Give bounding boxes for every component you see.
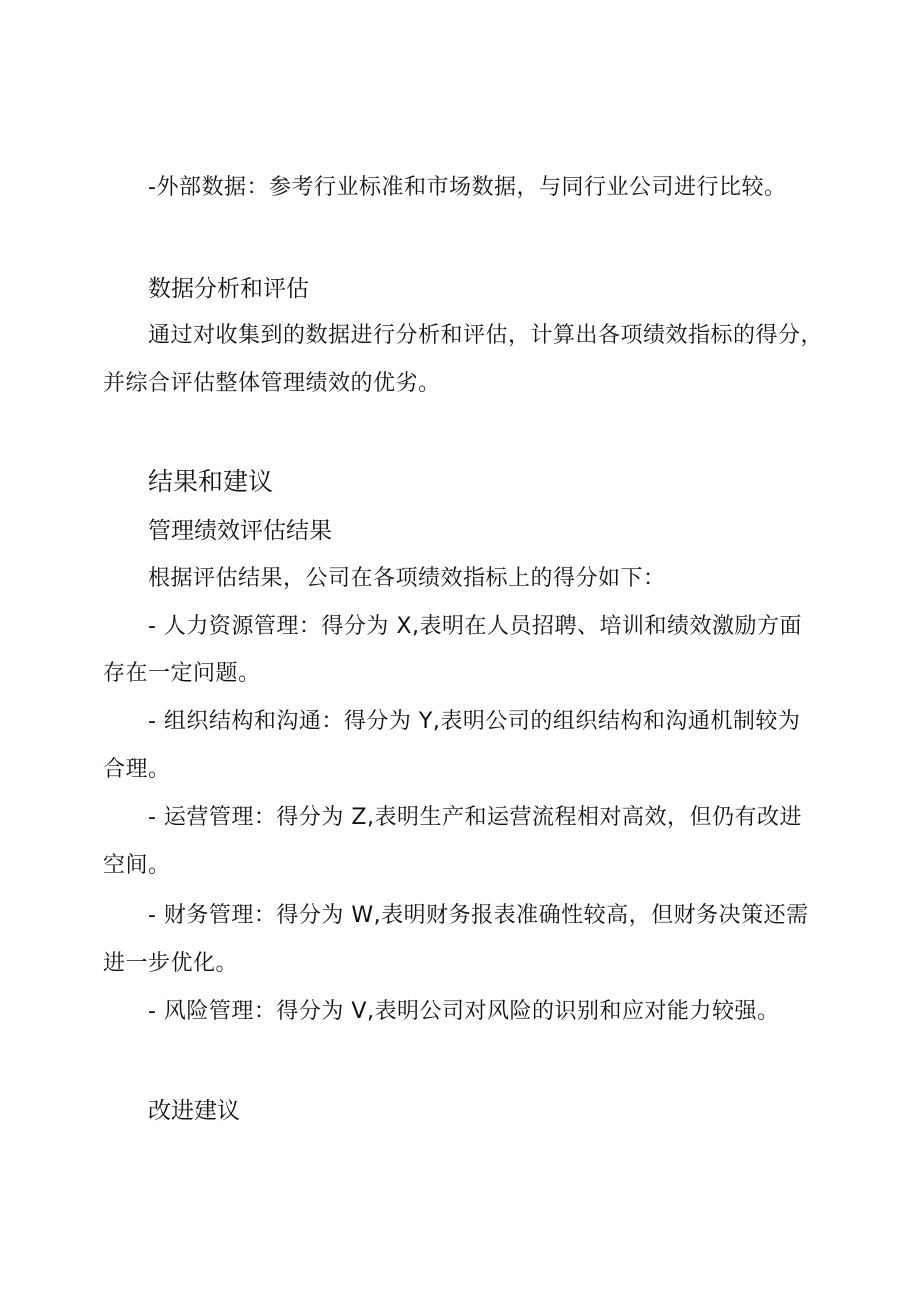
results-heading: 结果和建议	[148, 467, 274, 496]
fin-item-line-1: - 财务管理：得分为 W,表明财务报表准确性较高，但财务决策还需	[148, 903, 809, 928]
org-item-line-2: 合理。	[103, 757, 171, 782]
ops-item-line-2: 空间。	[103, 853, 171, 878]
risk-item-line-1: - 风险管理：得分为 V,表明公司对风险的识别和应对能力较强。	[148, 999, 780, 1024]
results-intro: 根据评估结果，公司在各项绩效指标上的得分如下：	[148, 566, 666, 591]
org-item-line-1: - 组织结构和沟通：得分为 Y,表明公司的组织结构和沟通机制较为	[148, 709, 801, 734]
analysis-paragraph-line-2: 并综合评估整体管理绩效的优劣。	[103, 371, 441, 396]
analysis-paragraph-line-1: 通过对收集到的数据进行分析和评估，计算出各项绩效指标的得分，	[148, 323, 824, 348]
improve-heading: 改进建议	[148, 1098, 240, 1124]
ops-item-line-1: - 运营管理：得分为 Z,表明生产和运营流程相对高效，但仍有改进	[148, 805, 802, 830]
analysis-heading: 数据分析和评估	[148, 276, 309, 302]
fin-item-line-2: 进一步优化。	[103, 951, 239, 976]
hr-item-line-2: 存在一定问题。	[103, 661, 261, 686]
external-data-paragraph: -外部数据：参考行业标准和市场数据，与同行业公司进行比较。	[148, 175, 787, 200]
hr-item-line-1: - 人力资源管理：得分为 X,表明在人员招聘、培训和绩效激励方面	[148, 614, 802, 639]
results-subheading: 管理绩效评估结果	[148, 518, 332, 544]
